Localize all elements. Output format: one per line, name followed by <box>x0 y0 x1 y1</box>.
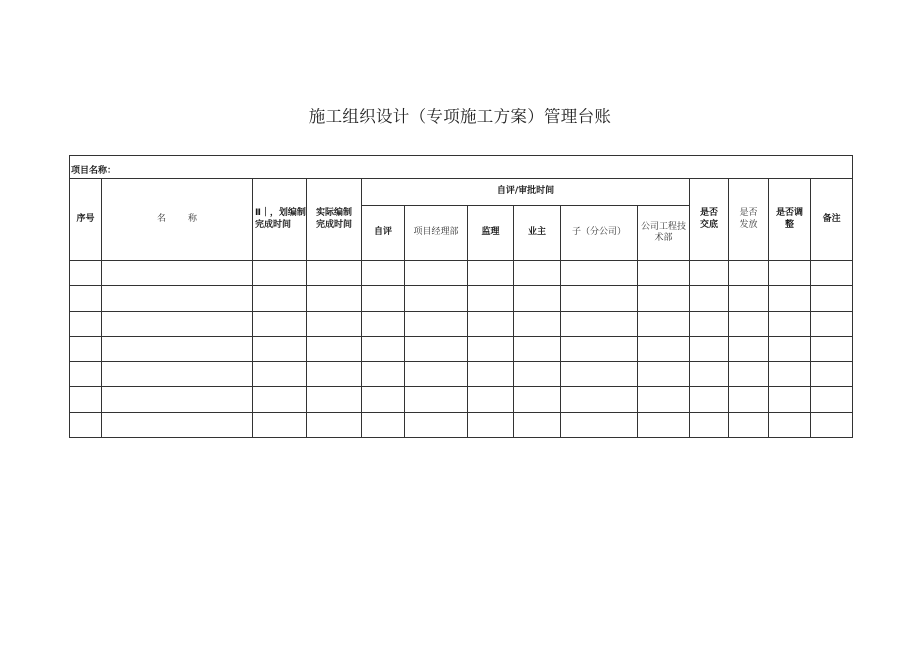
table-cell <box>70 362 102 387</box>
table-cell <box>638 286 690 311</box>
table-cell <box>362 362 405 387</box>
header-tech-dept <box>638 205 690 261</box>
table-cell <box>362 387 405 412</box>
table-row <box>70 412 853 437</box>
table-cell <box>102 311 253 336</box>
table-cell <box>405 286 468 311</box>
header-briefed-line-2: 交底 <box>699 219 718 230</box>
table-cell <box>561 286 638 311</box>
table-cell <box>70 286 102 311</box>
table-cell <box>769 261 811 286</box>
table-cell <box>769 412 811 437</box>
table-cell <box>811 311 853 336</box>
table-cell <box>468 286 514 311</box>
table-cell <box>811 362 853 387</box>
table-cell <box>468 387 514 412</box>
table-cell <box>70 387 102 412</box>
table-cell <box>729 387 769 412</box>
table-cell <box>638 311 690 336</box>
table-cell <box>70 412 102 437</box>
table-cell <box>769 362 811 387</box>
table-cell <box>514 387 561 412</box>
table-cell <box>690 261 729 286</box>
header-actual-line-1: 实际编制 <box>315 208 352 219</box>
table-cell <box>514 286 561 311</box>
header-subsidiary: 子（分公司） <box>561 205 638 261</box>
table-cell <box>362 412 405 437</box>
table-cell <box>102 362 253 387</box>
table-cell <box>405 311 468 336</box>
table-row <box>70 311 853 336</box>
header-briefed <box>690 179 729 261</box>
header-issued <box>729 179 769 261</box>
table-cell <box>638 336 690 361</box>
table-cell <box>468 311 514 336</box>
table-cell <box>307 261 362 286</box>
table-cell <box>769 336 811 361</box>
table-cell <box>514 362 561 387</box>
table-cell <box>811 286 853 311</box>
table-cell <box>514 261 561 286</box>
table-cell <box>561 261 638 286</box>
table-cell <box>561 412 638 437</box>
table-cell <box>514 311 561 336</box>
header-seq: 序号 <box>70 179 102 261</box>
header-name-char-1: 名 <box>156 214 166 225</box>
table-cell <box>362 336 405 361</box>
table-cell <box>253 286 307 311</box>
header-review-approval-group: 自评/审批时间 <box>362 179 690 205</box>
header-actual-line-2: 完成时间 <box>315 219 352 230</box>
table-cell <box>405 336 468 361</box>
table-cell <box>638 387 690 412</box>
header-issued-line-2: 发放 <box>739 219 758 230</box>
table-cell <box>468 362 514 387</box>
table-cell <box>561 387 638 412</box>
header-self-review: 自评 <box>362 205 405 261</box>
table-cell <box>307 387 362 412</box>
table-cell <box>811 261 853 286</box>
header-tech-dept-line-1: 公司工程技 <box>640 221 686 232</box>
table-cell <box>729 311 769 336</box>
table-cell <box>729 336 769 361</box>
table-cell <box>811 412 853 437</box>
table-cell <box>729 412 769 437</box>
table-cell <box>690 336 729 361</box>
table-cell <box>690 362 729 387</box>
table-cell <box>811 336 853 361</box>
table-row <box>70 286 853 311</box>
table-row <box>70 261 853 286</box>
table-cell <box>405 387 468 412</box>
table-cell <box>514 412 561 437</box>
header-planned-completion <box>253 179 307 261</box>
table-row <box>70 362 853 387</box>
header-name <box>102 179 253 261</box>
table-row <box>70 336 853 361</box>
table-cell <box>253 336 307 361</box>
table-row <box>70 387 853 412</box>
table-cell <box>514 336 561 361</box>
table-cell <box>690 387 729 412</box>
project-name-label: 项目名称： <box>71 165 117 176</box>
table-cell <box>638 261 690 286</box>
project-name-cell <box>70 156 853 179</box>
table-cell <box>690 412 729 437</box>
table-cell <box>729 362 769 387</box>
table-cell <box>405 362 468 387</box>
header-adjusted <box>769 179 811 261</box>
header-adjusted-line-2: 整 <box>784 219 794 230</box>
table-cell <box>769 286 811 311</box>
table-cell <box>769 387 811 412</box>
management-ledger-table <box>69 155 853 438</box>
table-cell <box>468 261 514 286</box>
header-issued-line-1: 是否 <box>739 208 758 219</box>
header-supervision: 监理 <box>468 205 514 261</box>
table-cell <box>307 412 362 437</box>
header-adjusted-line-1: 是否调 <box>775 208 803 219</box>
table-cell <box>307 311 362 336</box>
table-cell <box>729 261 769 286</box>
header-row-1 <box>70 179 853 205</box>
header-owner: 业主 <box>514 205 561 261</box>
header-briefed-line-1: 是否 <box>699 208 718 219</box>
table-cell <box>561 362 638 387</box>
table-cell <box>729 286 769 311</box>
table-cell <box>561 311 638 336</box>
header-remarks: 备注 <box>811 179 853 261</box>
document-title: 施工组织设计（专项施工方案）管理台账 <box>308 107 612 126</box>
table-cell <box>102 261 253 286</box>
table-cell <box>690 286 729 311</box>
table-cell <box>638 412 690 437</box>
header-planned-line-1: Ⅱ｜，划编制 <box>255 208 306 219</box>
table-cell <box>102 387 253 412</box>
table-cell <box>253 362 307 387</box>
table-cell <box>362 286 405 311</box>
table-cell <box>362 311 405 336</box>
table-cell <box>811 387 853 412</box>
table-cell <box>362 261 405 286</box>
table-cell <box>253 412 307 437</box>
table-cell <box>70 311 102 336</box>
table-cell <box>690 311 729 336</box>
header-actual-completion <box>307 179 362 261</box>
table-cell <box>405 412 468 437</box>
project-name-row <box>70 156 853 179</box>
table-cell <box>102 286 253 311</box>
table-cell <box>253 261 307 286</box>
table-cell <box>253 387 307 412</box>
table-cell <box>253 311 307 336</box>
table-cell <box>307 286 362 311</box>
header-planned-line-2: 完成时间 <box>255 219 292 230</box>
table-cell <box>468 412 514 437</box>
header-pm-dept: 项目经理部 <box>405 205 468 261</box>
table-cell <box>307 336 362 361</box>
table-cell <box>561 336 638 361</box>
table-cell <box>102 412 253 437</box>
table-cell <box>405 261 468 286</box>
table-cell <box>70 261 102 286</box>
table-cell <box>102 336 253 361</box>
table-cell <box>70 336 102 361</box>
table-cell <box>468 336 514 361</box>
table-cell <box>769 311 811 336</box>
header-name-char-2: 称 <box>188 214 198 225</box>
table-cell <box>307 362 362 387</box>
table-cell <box>638 362 690 387</box>
header-tech-dept-line-2: 术部 <box>654 232 673 243</box>
